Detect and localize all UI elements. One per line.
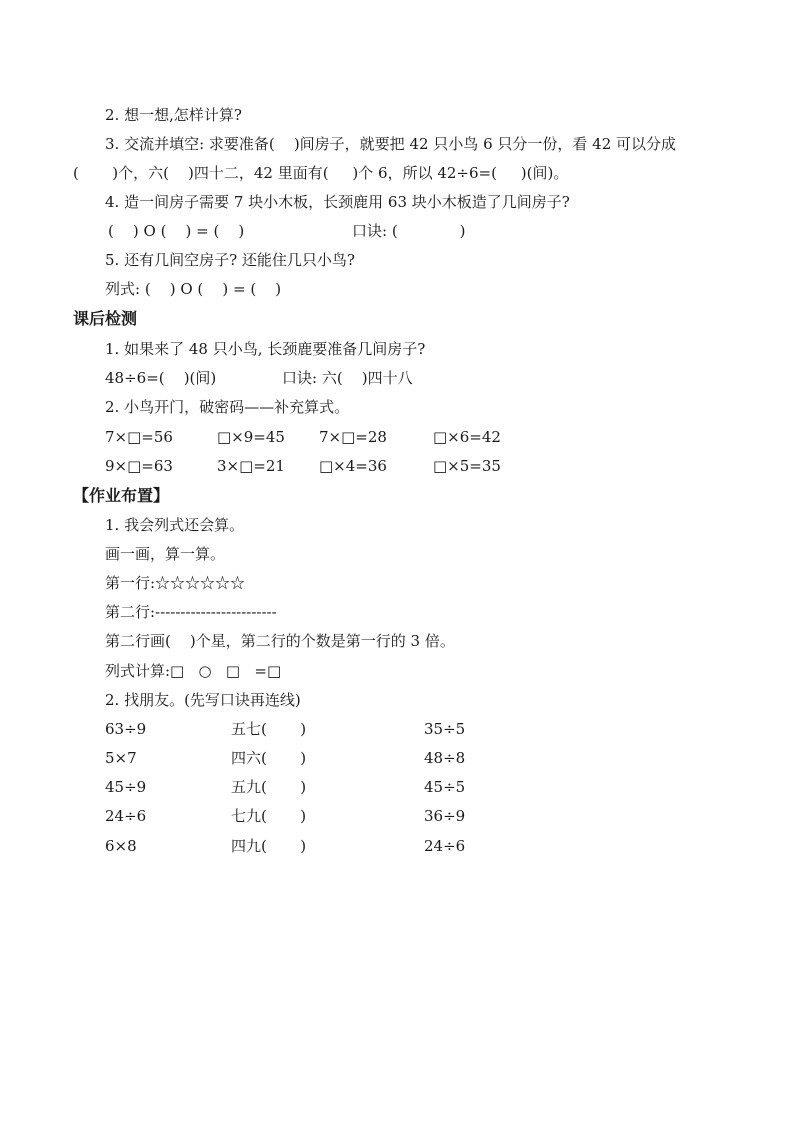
homework-draw-instruction: 画一画，算一算。 bbox=[105, 545, 226, 563]
question-3-line2: ( )个，六( )四十二，42 里面有( )个 6，所以 42÷6=( )(间)。 bbox=[73, 164, 569, 182]
check-question-1: 1. 如果来了 48 只小鸟, 长颈鹿要准备几间房子? bbox=[105, 340, 426, 358]
homework-description: 第二行画( )个星，第二行的个数是第一行的 3 倍。 bbox=[105, 632, 455, 650]
question-4-formula: 口诀: ( ) bbox=[352, 222, 466, 240]
equation-item: □×5=35 bbox=[433, 457, 501, 475]
match-left-item: 45÷9 bbox=[105, 778, 147, 796]
match-formula-item: 四六( ) bbox=[231, 749, 307, 767]
match-formula-item: 七九( ) bbox=[231, 807, 307, 825]
equation-item: 7×□=28 bbox=[319, 428, 387, 446]
homework-row-1: 第一行:☆☆☆☆☆☆ bbox=[105, 574, 246, 592]
match-left-item: 63÷9 bbox=[105, 720, 147, 738]
section-title-check: 课后检测 bbox=[73, 309, 138, 328]
equation-item: □×9=45 bbox=[217, 428, 285, 446]
question-3-line1: 3. 交流并填空: 求要准备( )间房子，就要把 42 只小鸟 6 只分一份，看 42 可以分成 bbox=[105, 135, 677, 153]
question-4: 4. 造一间房子需要 7 块小木板，长颈鹿用 63 块小木板造了几间房子? bbox=[105, 193, 570, 211]
match-formula-item: 四九( ) bbox=[231, 837, 307, 855]
match-left-item: 5×7 bbox=[105, 749, 137, 767]
match-right-item: 45÷5 bbox=[424, 778, 466, 796]
equation-item: □×6=42 bbox=[433, 428, 501, 446]
match-left-item: 24÷6 bbox=[105, 807, 147, 825]
match-formula-item: 五七( ) bbox=[231, 720, 307, 738]
question-5: 5. 还有几间空房子? 还能住几只小鸟? bbox=[105, 251, 355, 269]
equation-item: 3×□=21 bbox=[217, 457, 285, 475]
question-4-equation: ( ) O ( ) = ( ) bbox=[108, 222, 245, 240]
equation-item: 9×□=63 bbox=[105, 457, 173, 475]
homework-calculation: 列式计算:□ ○ □ =□ bbox=[105, 662, 282, 680]
match-left-item: 6×8 bbox=[105, 837, 137, 855]
match-right-item: 35÷5 bbox=[424, 720, 466, 738]
homework-row-2: 第二行:------------------------ bbox=[105, 603, 277, 621]
question-2: 2. 想一想,怎样计算? bbox=[105, 106, 242, 124]
question-5-equation: 列式: ( ) O ( ) = ( ) bbox=[105, 280, 282, 298]
homework-question-1: 1. 我会列式还会算。 bbox=[105, 516, 245, 534]
homework-question-2: 2. 找朋友。(先写口诀再连线) bbox=[105, 691, 301, 709]
equation-item: □×4=36 bbox=[319, 457, 387, 475]
match-right-item: 36÷9 bbox=[424, 807, 466, 825]
section-title-homework: 【作业布置】 bbox=[73, 486, 170, 505]
check-question-1-formula: 口诀: 六( )四十八 bbox=[282, 369, 413, 387]
check-question-2: 2. 小鸟开门，破密码——补充算式。 bbox=[105, 398, 350, 416]
match-right-item: 48÷8 bbox=[424, 749, 466, 767]
check-question-1-equation: 48÷6=( )(间) bbox=[105, 369, 217, 387]
match-formula-item: 五九( ) bbox=[231, 778, 307, 796]
match-right-item: 24÷6 bbox=[424, 837, 466, 855]
equation-item: 7×□=56 bbox=[105, 428, 173, 446]
